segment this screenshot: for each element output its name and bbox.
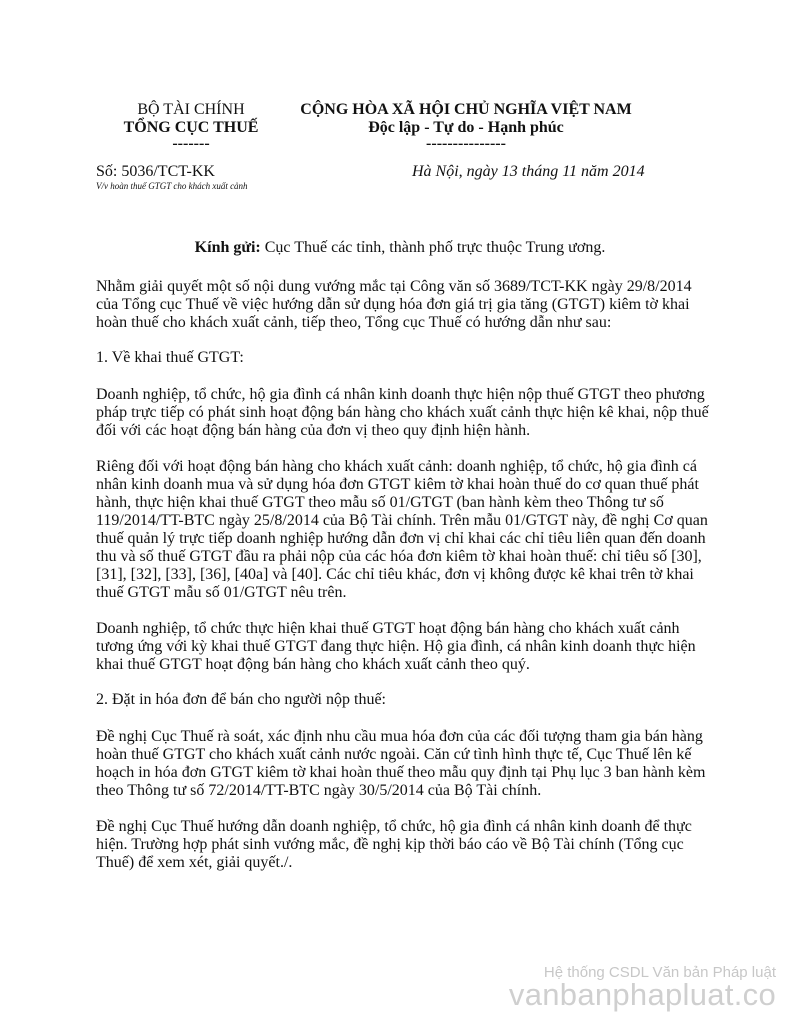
watermark-site: vanbanphapluat.co xyxy=(508,977,776,1012)
section-2-title: 2. Đặt in hóa đơn để bán cho người nộp thuế: xyxy=(96,691,386,708)
section-1-title: 1. Về khai thuế GTGT: xyxy=(96,349,244,366)
recipient-label: Kính gửi: xyxy=(194,239,261,256)
recipient-text: Cục Thuế các tỉnh, thành phố trực thuộc Trung ương. xyxy=(260,239,606,256)
watermark-caption: Hệ thống CSDL Văn bản Pháp luật xyxy=(543,964,776,981)
motto: Độc lập - Tự do - Hạnh phúc xyxy=(368,119,564,136)
doc-number: Số: 5036/TCT-KK xyxy=(96,163,215,180)
intro-paragraph: Nhằm giải quyết một số nội dung vướng mắc tại Công văn số 3689/TCT-KK ngày 29/8/2014 của Tổng cục Thuế về việc hướng dẫn sử dụng hóa đơn giá trị gia tăng (GTGT) kiêm tờ khai hoàn thuế cho khách xuất cảnh, tiếp theo, Tổng cục Thuế có hướng dẫn như sau: xyxy=(96,278,692,331)
national-title-block xyxy=(276,101,656,151)
paragraph-3: Doanh nghiệp, tổ chức thực hiện khai thuế GTGT hoạt động bán hàng cho khách xuất cảnh tương ứng với kỳ khai thuế GTGT đang thực hiện. Hộ gia đình, cá nhân kinh doanh thực hiện khai thuế GTGT hoạt động bán hàng cho khách xuất cảnh theo quý. xyxy=(96,620,696,673)
country-name: CỘNG HÒA XÃ HỘI CHỦ NGHĨA VIỆT NAM xyxy=(300,101,632,118)
department-name: TỔNG CỤC THUẾ xyxy=(123,119,259,136)
left-divider: ------- xyxy=(172,135,210,152)
recipient-line xyxy=(0,239,800,257)
paragraph-2: Riêng đối với hoạt động bán hàng cho khách xuất cảnh: doanh nghiệp, tổ chức, hộ gia đình cá nhân kinh doanh mua và sử dụng hóa đơn GTGT kiêm tờ khai hoàn thuế do cơ quan thuế phát hành, thực hiện khai thuế GTGT theo mẫu số 01/GTGT (ban hành kèm theo Thông tư số 119/2014/TT-BTC ngày 25/8/2014 của Bộ Tài chính. Trên mẫu 01/GTGT này, đề nghị Cơ quan thuế quản lý trực tiếp doanh nghiệp hướng dẫn đơn vị chỉ khai các chỉ tiêu liên quan đến doanh thu và số thuế GTGT đầu ra phải nộp của các hóa đơn kiêm tờ khai hoàn thuế: chỉ tiêu số [30], [31], [32], [33], [36], [40a] và [40]. Các chỉ tiêu khác, đơn vị không được kê khai trên tờ khai thuế GTGT mẫu số 01/GTGT nêu trên. xyxy=(96,458,708,601)
paragraph-1: Doanh nghiệp, tổ chức, hộ gia đình cá nhân kinh doanh thực hiện nộp thuế GTGT theo phương pháp trực tiếp có phát sinh hoạt động bán hàng cho khách xuất cảnh thực hiện kê khai, nộp thuế đối với các hoạt động bán hàng của đơn vị theo quy định hiện hành. xyxy=(96,386,709,439)
issuer-block xyxy=(96,101,286,151)
paragraph-4: Đề nghị Cục Thuế rà soát, xác định nhu cầu mua hóa đơn của các đối tượng tham gia bán hàng hoàn thuế GTGT cho khách xuất cảnh nước ngoài. Căn cứ tình hình thực tế, Cục Thuế lên kế hoạch in hóa đơn GTGT kiêm tờ khai hoàn thuế theo mẫu quy định tại Phụ lục 3 ban hành kèm theo Thông tư số 72/2014/TT-BTC ngày 30/5/2014 của Bộ Tài chính. xyxy=(96,728,706,799)
doc-subject: V/v hoàn thuế GTGT cho khách xuất cảnh xyxy=(96,181,248,191)
paragraph-5: Đề nghị Cục Thuế hướng dẫn doanh nghiệp, tổ chức, hộ gia đình cá nhân kinh doanh để thực hiện. Trường hợp phát sinh vướng mắc, đề nghị kịp thời báo cáo về Bộ Tài chính (Tổng cục Thuế) để xem xét, giải quyết./. xyxy=(96,818,692,871)
place-date: Hà Nội, ngày 13 tháng 11 năm 2014 xyxy=(412,163,645,180)
right-divider: --------------- xyxy=(426,135,506,152)
agency-name: BỘ TÀI CHÍNH xyxy=(137,101,245,118)
